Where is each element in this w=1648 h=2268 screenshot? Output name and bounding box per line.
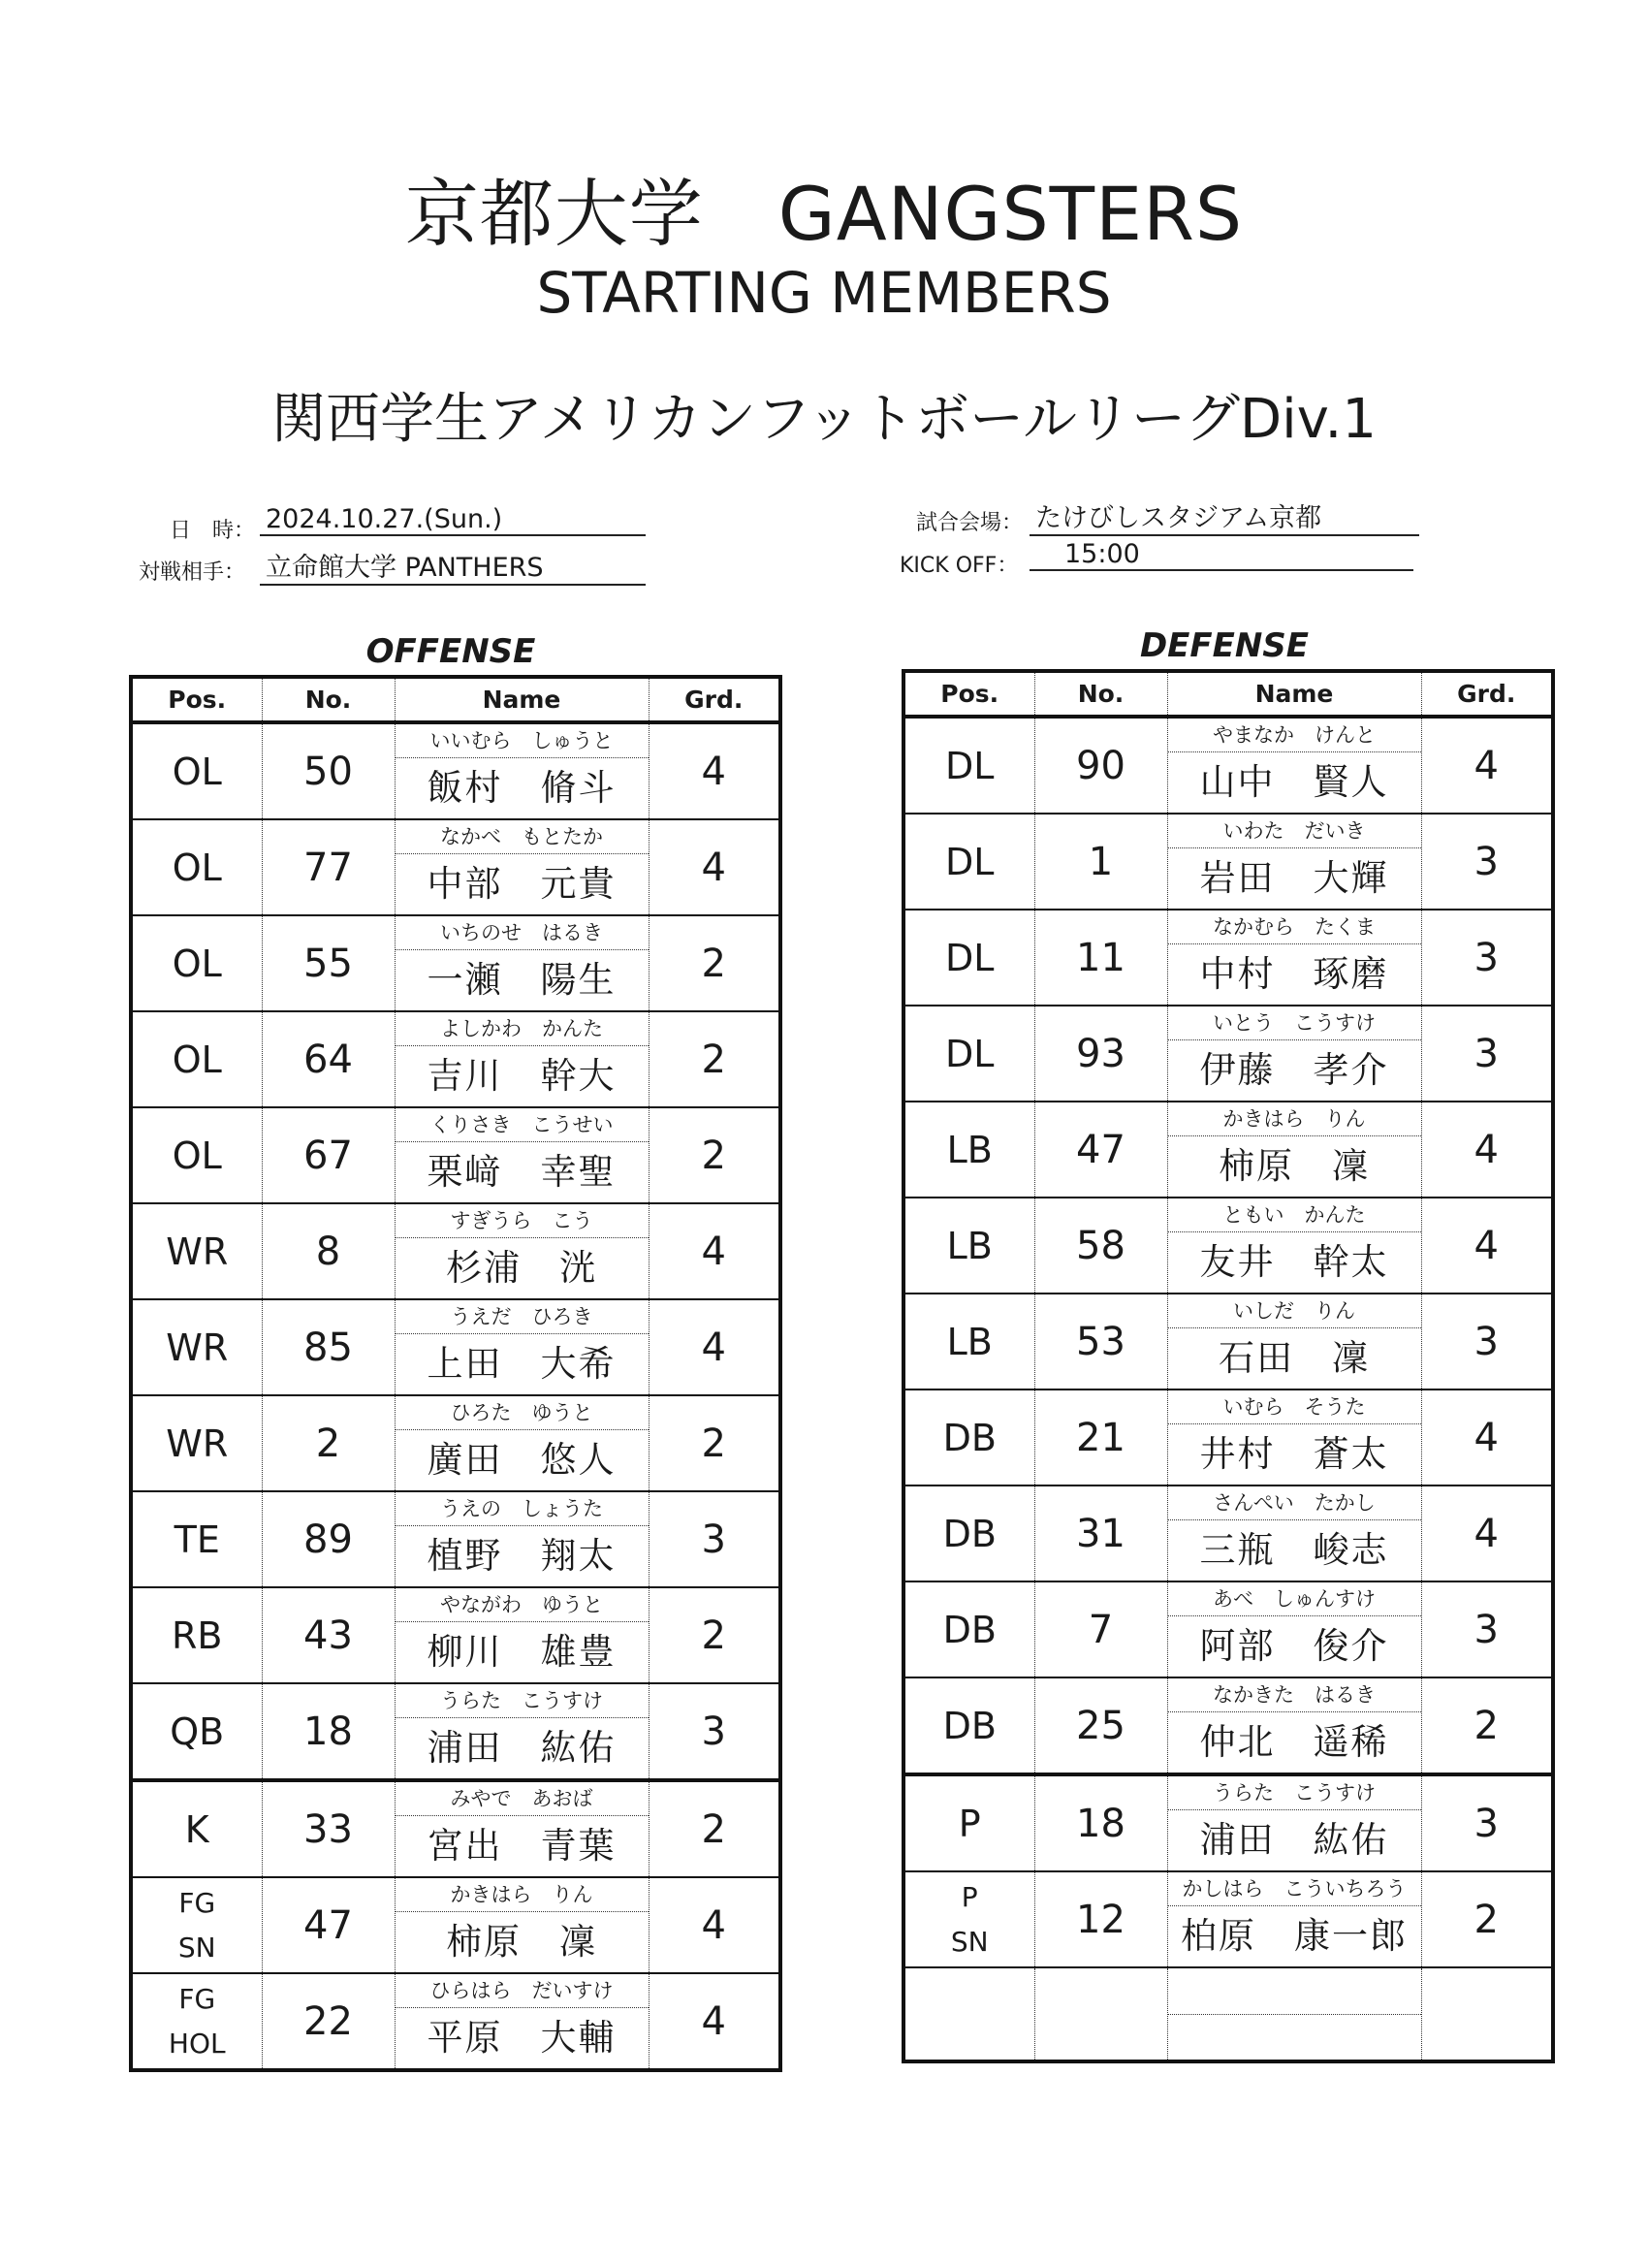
position-cell	[903, 1294, 1034, 1390]
opponent-value: 立命館大学 PANTHERS	[260, 546, 646, 586]
position: DL	[945, 936, 995, 979]
table-row	[131, 1877, 780, 1973]
name-reading: あべ しゅんすけ	[1168, 1582, 1421, 1616]
position-cell	[903, 814, 1034, 910]
position: DB	[942, 1704, 997, 1747]
position: P	[958, 1802, 981, 1845]
name-cell	[1167, 1967, 1421, 2061]
no-column-header: No.	[262, 677, 395, 722]
position: OL	[172, 942, 222, 985]
table-row	[903, 910, 1553, 1006]
position: DL	[945, 744, 995, 787]
player-name: 仲北 遥稀	[1199, 1721, 1389, 1763]
position-cell	[903, 1198, 1034, 1294]
name-reading: うらた こうすけ	[396, 1684, 649, 1718]
name-reading: ともい かんた	[1168, 1198, 1421, 1232]
position-cell	[131, 915, 262, 1011]
table-row	[131, 1107, 780, 1203]
player-name: 中部 元貴	[427, 863, 617, 905]
jersey-number: 2	[262, 1395, 395, 1491]
jersey-number: 47	[262, 1877, 395, 1973]
jersey-number: 58	[1034, 1198, 1167, 1294]
name-reading: なかきた はるき	[1168, 1678, 1421, 1712]
name-reading: かきはら りん	[1168, 1102, 1421, 1136]
grade: 4	[1421, 1102, 1553, 1198]
grade: 3	[1421, 814, 1553, 910]
name-reading: いとう こうすけ	[1168, 1006, 1421, 1040]
table-row	[131, 1587, 780, 1683]
date-value: 2024.10.27.(Sun.)	[260, 504, 646, 536]
position-cell	[131, 1587, 262, 1683]
grade: 4	[649, 1203, 780, 1299]
player-name: 友井 幹太	[1199, 1241, 1389, 1283]
table-header-row	[903, 671, 1553, 717]
player-name: 柳川 雄豊	[427, 1631, 617, 1673]
name-reading: みやで あおば	[396, 1782, 649, 1816]
name-reading: すぎうら こう	[396, 1204, 649, 1238]
position-cell	[131, 1011, 262, 1107]
position-cell	[131, 1683, 262, 1780]
date-label: 日 時：	[170, 519, 256, 543]
position-cell	[131, 722, 262, 819]
position-cell	[131, 819, 262, 915]
grade-column-header: Grd.	[649, 677, 780, 722]
table-row	[131, 819, 780, 915]
grade: 4	[649, 722, 780, 819]
name-reading: かきはら りん	[396, 1878, 649, 1912]
name-cell	[1167, 1871, 1421, 1967]
player-name: 井村 蒼太	[1199, 1433, 1389, 1475]
player-name: 浦田 紘佑	[1199, 1819, 1389, 1861]
name-reading: よしかわ かんた	[396, 1012, 649, 1046]
jersey-number: 1	[1034, 814, 1167, 910]
jersey-number: 53	[1034, 1294, 1167, 1390]
name-reading: ひらはら だいすけ	[396, 1974, 649, 2008]
position-cell	[903, 1871, 1034, 1967]
jersey-number: 43	[262, 1587, 395, 1683]
jersey-number: 85	[262, 1299, 395, 1395]
player-name: 石田 凜	[1219, 1337, 1370, 1379]
name-reading: さんぺい たかし	[1168, 1486, 1421, 1520]
table-row	[131, 1491, 780, 1587]
name-cell	[395, 1203, 649, 1299]
name-cell	[395, 1683, 649, 1780]
player-name: 岩田 大輝	[1199, 857, 1389, 899]
player-name: 柿原 凜	[446, 1921, 597, 1963]
player-name: 吉川 幹大	[427, 1055, 617, 1097]
grade: 2	[649, 1780, 780, 1877]
player-name: 杉浦 洸	[446, 1247, 597, 1289]
table-row	[903, 1677, 1553, 1774]
jersey-number: 93	[1034, 1006, 1167, 1102]
team-title: 京都大学 GANGSTERS	[404, 171, 1244, 257]
name-cell	[1167, 1774, 1421, 1871]
player-name: 上田 大希	[427, 1343, 617, 1385]
jersey-number: 64	[262, 1011, 395, 1107]
jersey-number: 21	[1034, 1390, 1167, 1485]
name-reading: いむら そうた	[1168, 1390, 1421, 1424]
player-name: 伊藤 孝介	[1199, 1049, 1389, 1091]
grade: 3	[649, 1491, 780, 1587]
table-row	[131, 722, 780, 819]
position: RB	[172, 1613, 223, 1657]
table-row	[903, 1006, 1553, 1102]
position-cell	[131, 1780, 262, 1877]
position-cell	[903, 1390, 1034, 1485]
jersey-number: 47	[1034, 1102, 1167, 1198]
opponent-label: 対戦相手：	[139, 560, 246, 585]
name-cell	[1167, 1390, 1421, 1485]
position: DB	[942, 1512, 997, 1555]
grade: 2	[649, 1011, 780, 1107]
name-cell	[395, 915, 649, 1011]
name-reading: ひろた ゆうと	[396, 1396, 649, 1430]
position: OL	[172, 1134, 222, 1177]
player-name: 平原 大輔	[427, 2017, 617, 2059]
position-cell	[903, 1677, 1034, 1774]
grade: 4	[1421, 717, 1553, 814]
position: DL	[945, 840, 995, 883]
name-cell	[1167, 717, 1421, 814]
position: P	[961, 1880, 978, 1913]
name-cell	[395, 722, 649, 819]
grade: 2	[1421, 1677, 1553, 1774]
name-column-header: Name	[395, 677, 649, 722]
position: DB	[942, 1608, 997, 1651]
position-cell	[131, 1395, 262, 1491]
position: FG	[178, 1982, 216, 2015]
position-cell	[903, 1102, 1034, 1198]
player-name: 宮出 青葉	[427, 1825, 617, 1867]
offense-table	[129, 675, 782, 2072]
grade: 2	[649, 1587, 780, 1683]
kickoff-label: KICK OFF：	[900, 554, 1019, 578]
position-cell	[903, 910, 1034, 1006]
grade: 4	[649, 1877, 780, 1973]
name-cell	[395, 819, 649, 915]
grade: 4	[1421, 1390, 1553, 1485]
table-row	[903, 814, 1553, 910]
position: OL	[172, 750, 222, 793]
table-row	[131, 1683, 780, 1780]
table-row	[903, 1485, 1553, 1581]
position: LB	[946, 1320, 993, 1363]
grade: 3	[1421, 910, 1553, 1006]
position-secondary: HOL	[168, 2027, 226, 2060]
jersey-number: 55	[262, 915, 395, 1011]
position: DB	[942, 1416, 997, 1459]
table-row	[131, 1299, 780, 1395]
player-name: 一瀬 陽生	[427, 959, 617, 1001]
player-name: 柏原 康一郎	[1181, 1915, 1408, 1957]
defense-heading: DEFENSE	[1139, 626, 1310, 665]
name-cell	[395, 1877, 649, 1973]
player-name: 浦田 紘佑	[427, 1727, 617, 1769]
name-cell	[1167, 814, 1421, 910]
grade: 3	[1421, 1006, 1553, 1102]
jersey-number: 22	[262, 1973, 395, 2070]
venue-value: たけびしスタジアム京都	[1030, 496, 1419, 536]
grade: 2	[649, 1395, 780, 1491]
table-row	[131, 1973, 780, 2070]
grade-column-header: Grd.	[1421, 671, 1553, 717]
grade: 3	[1421, 1581, 1553, 1677]
jersey-number: 25	[1034, 1677, 1167, 1774]
position-cell	[131, 1877, 262, 1973]
name-reading: いわた だいき	[1168, 815, 1421, 848]
position: DL	[945, 1032, 995, 1075]
jersey-number: 8	[262, 1203, 395, 1299]
table-row	[903, 1102, 1553, 1198]
name-cell	[1167, 1294, 1421, 1390]
starting-members-heading: STARTING MEMBERS	[536, 260, 1112, 326]
name-reading: うらた こうすけ	[1168, 1776, 1421, 1810]
grade: 2	[649, 915, 780, 1011]
kickoff-value: 15:00	[1030, 539, 1413, 571]
table-row	[903, 1294, 1553, 1390]
jersey-number: 18	[1034, 1774, 1167, 1871]
position: FG	[178, 1886, 216, 1919]
position: QB	[170, 1709, 225, 1753]
player-name: 山中 賢人	[1199, 761, 1389, 803]
position-cell	[131, 1203, 262, 1299]
name-cell	[1167, 1581, 1421, 1677]
position: OL	[172, 846, 222, 889]
pos-column-header: Pos.	[903, 671, 1034, 717]
no-column-header: No.	[1034, 671, 1167, 717]
grade: 4	[1421, 1198, 1553, 1294]
grade	[1421, 1967, 1553, 2061]
name-reading: うえの しょうた	[396, 1492, 649, 1526]
name-reading: かしはら こういちろう	[1168, 1872, 1421, 1906]
jersey-number: 18	[262, 1683, 395, 1780]
position-cell	[903, 1774, 1034, 1871]
name-reading: くりさき こうせい	[396, 1108, 649, 1142]
position: WR	[166, 1421, 229, 1465]
name-cell	[1167, 1677, 1421, 1774]
table-row	[131, 1780, 780, 1877]
name-cell	[1167, 1102, 1421, 1198]
position-cell	[903, 717, 1034, 814]
grade: 2	[649, 1107, 780, 1203]
position-cell	[131, 1107, 262, 1203]
table-row	[131, 1395, 780, 1491]
grade: 4	[649, 1973, 780, 2070]
jersey-number: 67	[262, 1107, 395, 1203]
league-name: 関西学生アメリカンフットボールリーグDiv.1	[271, 388, 1377, 451]
jersey-number: 7	[1034, 1581, 1167, 1677]
jersey-number: 89	[262, 1491, 395, 1587]
position: WR	[166, 1326, 229, 1369]
player-name: 廣田 悠人	[427, 1439, 617, 1481]
name-reading: いいむら しゅうと	[396, 724, 649, 758]
table-row	[131, 1203, 780, 1299]
table-row	[903, 1774, 1553, 1871]
offense-heading: OFFENSE	[365, 632, 536, 671]
player-name: 植野 翔太	[427, 1535, 617, 1577]
venue-label: 試合会場：	[916, 511, 1024, 535]
name-cell	[395, 1973, 649, 2070]
table-row	[903, 1198, 1553, 1294]
player-name: 柿原 凜	[1219, 1145, 1370, 1187]
player-name: 飯村 脩斗	[427, 767, 617, 809]
player-name: 栗﨑 幸聖	[427, 1151, 617, 1193]
name-cell	[1167, 1198, 1421, 1294]
jersey-number: 77	[262, 819, 395, 915]
name-reading: いちのせ はるき	[396, 916, 649, 950]
position: K	[184, 1807, 209, 1851]
name-cell	[395, 1587, 649, 1683]
table-header-row	[131, 677, 780, 722]
grade: 3	[1421, 1294, 1553, 1390]
position-cell	[903, 1581, 1034, 1677]
pos-column-header: Pos.	[131, 677, 262, 722]
name-reading: なかべ もとたか	[396, 820, 649, 854]
name-reading: やながわ ゆうと	[396, 1588, 649, 1622]
name-cell	[1167, 1006, 1421, 1102]
position: OL	[172, 1038, 222, 1081]
position-cell	[903, 1967, 1034, 2061]
grade: 4	[1421, 1485, 1553, 1581]
jersey-number: 31	[1034, 1485, 1167, 1581]
position-cell	[903, 1006, 1034, 1102]
position-cell	[131, 1299, 262, 1395]
player-name: 三瓶 峻志	[1199, 1529, 1389, 1571]
name-reading: やまなか けんと	[1168, 719, 1421, 752]
name-cell	[395, 1491, 649, 1587]
position-secondary: SN	[950, 1925, 989, 1958]
name-cell	[395, 1011, 649, 1107]
position-cell	[131, 1491, 262, 1587]
grade: 2	[1421, 1871, 1553, 1967]
position-cell	[131, 1973, 262, 2070]
jersey-number: 90	[1034, 717, 1167, 814]
jersey-number: 12	[1034, 1871, 1167, 1967]
grade: 3	[1421, 1774, 1553, 1871]
player-name: 阿部 俊介	[1199, 1625, 1389, 1667]
name-cell	[395, 1299, 649, 1395]
grade: 4	[649, 819, 780, 915]
grade: 3	[649, 1683, 780, 1780]
name-cell	[1167, 1485, 1421, 1581]
defense-table	[902, 669, 1555, 2063]
name-reading: いしだ りん	[1168, 1294, 1421, 1328]
table-row	[903, 1581, 1553, 1677]
name-cell	[395, 1107, 649, 1203]
name-cell	[395, 1395, 649, 1491]
name-reading: うえだ ひろき	[396, 1300, 649, 1334]
position-cell	[903, 1485, 1034, 1581]
name-reading: なかむら たくま	[1168, 910, 1421, 944]
position: LB	[946, 1224, 993, 1267]
name-reading	[1168, 2014, 1421, 2015]
name-column-header: Name	[1167, 671, 1421, 717]
name-cell	[395, 1780, 649, 1877]
position: TE	[174, 1517, 220, 1561]
jersey-number: 11	[1034, 910, 1167, 1006]
position-secondary: SN	[177, 1931, 216, 1964]
grade: 4	[649, 1299, 780, 1395]
table-row	[131, 1011, 780, 1107]
name-cell	[1167, 910, 1421, 1006]
jersey-number: 50	[262, 722, 395, 819]
table-row	[903, 1967, 1553, 2061]
jersey-number	[1034, 1967, 1167, 2061]
position: WR	[166, 1230, 229, 1273]
jersey-number: 33	[262, 1780, 395, 1877]
table-row	[903, 717, 1553, 814]
table-row	[903, 1871, 1553, 1967]
position: LB	[946, 1128, 993, 1171]
table-row	[131, 915, 780, 1011]
player-name: 中村 琢磨	[1199, 953, 1389, 995]
table-row	[903, 1390, 1553, 1485]
